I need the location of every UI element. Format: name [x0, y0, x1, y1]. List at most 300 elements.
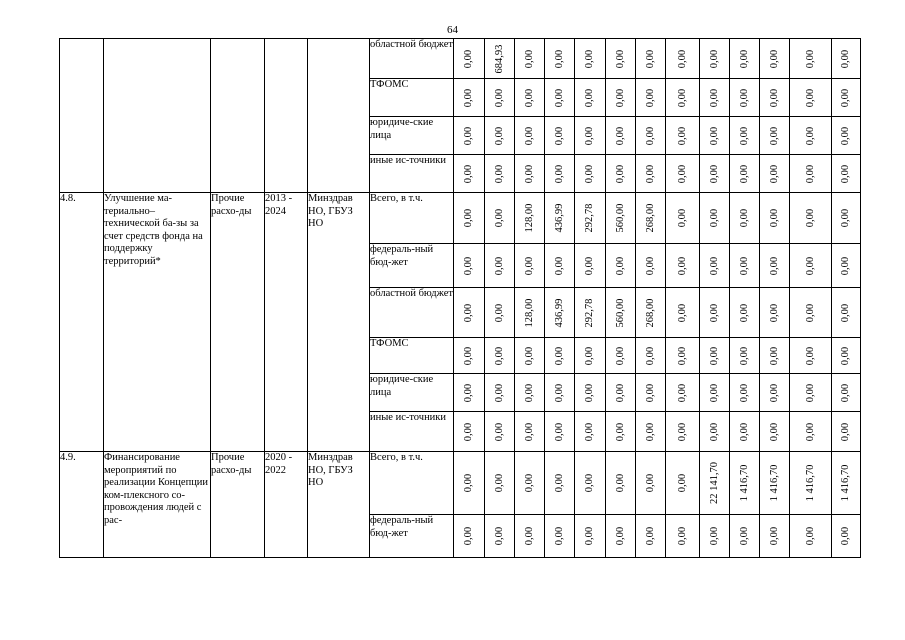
- amount-cell: [666, 412, 700, 452]
- amount-cell: [545, 412, 575, 452]
- amount-value: 0,00: [839, 422, 851, 441]
- amount-cell: [454, 79, 485, 117]
- amount-cell: [760, 338, 790, 374]
- amount-cell: [454, 39, 485, 79]
- item-name: [104, 39, 211, 193]
- amount-cell: [790, 515, 832, 558]
- amount-cell: [666, 515, 700, 558]
- amount-value: 0,00: [804, 303, 816, 322]
- amount-value: 0,00: [614, 126, 626, 145]
- item-number: 4.8.: [60, 193, 104, 452]
- amount-cell: [636, 515, 666, 558]
- amount-value: 0,00: [768, 383, 780, 402]
- amount-value: 0,00: [804, 164, 816, 183]
- amount-cell: [545, 374, 575, 412]
- amount-value: 0,00: [839, 383, 851, 402]
- amount-cell: [454, 117, 485, 155]
- amount-value: 0,00: [462, 383, 474, 402]
- amount-cell: [545, 288, 575, 338]
- amount-value: 0,00: [738, 383, 750, 402]
- amount-cell: [485, 412, 515, 452]
- amount-cell: [606, 412, 636, 452]
- amount-value: 0,00: [553, 346, 565, 365]
- item-years: 2013 - 2024: [265, 193, 308, 452]
- amount-value: 0,00: [644, 422, 656, 441]
- amount-value: 436,99: [553, 298, 565, 327]
- amount-value: 0,00: [583, 422, 595, 441]
- amount-cell: [760, 515, 790, 558]
- amount-value: 1 416,70: [768, 464, 780, 502]
- item-executor: Минздрав НО, ГБУЗ НО: [308, 193, 370, 452]
- amount-value: 0,00: [583, 164, 595, 183]
- amount-value: 0,00: [553, 164, 565, 183]
- amount-value: 0,00: [676, 473, 688, 493]
- amount-value: 0,00: [708, 256, 720, 275]
- amount-cell: [790, 117, 832, 155]
- amount-cell: [515, 515, 545, 558]
- amount-cell: [760, 193, 790, 244]
- amount-value: 0,00: [676, 126, 688, 145]
- amount-cell: [832, 412, 861, 452]
- amount-value: 0,00: [644, 383, 656, 402]
- amount-cell: [832, 452, 861, 515]
- amount-cell: [760, 374, 790, 412]
- amount-cell: [454, 338, 485, 374]
- amount-cell: [485, 288, 515, 338]
- amount-value: 0,00: [523, 473, 535, 493]
- amount-value: 0,00: [738, 49, 750, 68]
- amount-cell: [790, 79, 832, 117]
- amount-cell: [700, 117, 730, 155]
- amount-value: 0,00: [583, 346, 595, 365]
- amount-value: 0,00: [553, 526, 565, 546]
- amount-cell: [485, 244, 515, 288]
- amount-cell: [790, 244, 832, 288]
- amount-cell: [730, 193, 760, 244]
- amount-value: 0,00: [462, 164, 474, 183]
- amount-cell: [790, 374, 832, 412]
- amount-cell: [790, 155, 832, 193]
- amount-value: 0,00: [804, 346, 816, 365]
- amount-cell: [606, 39, 636, 79]
- amount-value: 0,00: [462, 126, 474, 145]
- amount-value: 0,00: [553, 126, 565, 145]
- amount-value: 0,00: [493, 256, 505, 275]
- expense-type: [211, 39, 265, 193]
- amount-value: 0,00: [644, 526, 656, 546]
- amount-cell: [700, 155, 730, 193]
- amount-cell: [700, 515, 730, 558]
- amount-value: 0,00: [676, 208, 688, 228]
- amount-value: 0,00: [493, 303, 505, 322]
- amount-cell: [454, 193, 485, 244]
- amount-cell: [730, 515, 760, 558]
- amount-value: 0,00: [644, 256, 656, 275]
- amount-value: 0,00: [676, 303, 688, 322]
- amount-value: 0,00: [462, 208, 474, 228]
- amount-cell: [515, 155, 545, 193]
- amount-value: 0,00: [523, 526, 535, 546]
- amount-cell: [832, 244, 861, 288]
- funding-source: федераль-ный бюд-жет: [370, 244, 454, 288]
- amount-cell: [666, 374, 700, 412]
- amount-value: 0,00: [523, 422, 535, 441]
- amount-value: 0,00: [462, 256, 474, 275]
- amount-value: 0,00: [708, 49, 720, 68]
- amount-cell: [832, 79, 861, 117]
- amount-cell: [636, 374, 666, 412]
- amount-cell: [730, 39, 760, 79]
- amount-cell: [545, 39, 575, 79]
- amount-cell: [606, 515, 636, 558]
- amount-cell: [545, 338, 575, 374]
- amount-value: 0,00: [839, 526, 851, 546]
- amount-cell: [575, 244, 606, 288]
- amount-cell: [485, 193, 515, 244]
- amount-cell: [515, 117, 545, 155]
- amount-value: 684,93: [493, 44, 505, 73]
- amount-value: 0,00: [768, 526, 780, 546]
- amount-value: 0,00: [738, 526, 750, 546]
- amount-cell: [575, 193, 606, 244]
- amount-cell: [636, 412, 666, 452]
- amount-value: 0,00: [614, 88, 626, 107]
- amount-value: 0,00: [768, 346, 780, 365]
- amount-value: 0,00: [738, 164, 750, 183]
- amount-cell: [700, 244, 730, 288]
- amount-cell: [730, 155, 760, 193]
- amount-cell: [545, 244, 575, 288]
- amount-cell: [666, 244, 700, 288]
- amount-value: 560,00: [614, 298, 626, 327]
- amount-value: 0,00: [708, 383, 720, 402]
- funding-source: федераль-ный бюд-жет: [370, 515, 454, 558]
- amount-value: 0,00: [553, 49, 565, 68]
- amount-cell: [575, 79, 606, 117]
- amount-cell: [485, 374, 515, 412]
- item-number: [60, 39, 104, 193]
- amount-value: 0,00: [614, 49, 626, 68]
- amount-cell: [700, 288, 730, 338]
- amount-value: 0,00: [839, 88, 851, 107]
- amount-cell: [666, 39, 700, 79]
- amount-cell: [636, 155, 666, 193]
- amount-cell: [636, 193, 666, 244]
- funding-source: Всего, в т.ч.: [370, 193, 454, 244]
- amount-value: 0,00: [839, 303, 851, 322]
- amount-cell: [515, 244, 545, 288]
- amount-cell: [515, 288, 545, 338]
- amount-value: 0,00: [553, 256, 565, 275]
- amount-cell: [545, 452, 575, 515]
- amount-cell: [485, 338, 515, 374]
- item-executor: [308, 39, 370, 193]
- amount-value: 0,00: [676, 383, 688, 402]
- amount-value: 0,00: [553, 383, 565, 402]
- table-row: [60, 452, 861, 515]
- amount-cell: [575, 155, 606, 193]
- amount-cell: [515, 193, 545, 244]
- amount-cell: [606, 244, 636, 288]
- amount-cell: [636, 338, 666, 374]
- amount-value: 0,00: [768, 126, 780, 145]
- amount-value: 0,00: [614, 346, 626, 365]
- amount-cell: [700, 374, 730, 412]
- amount-value: 0,00: [768, 88, 780, 107]
- amount-cell: [666, 338, 700, 374]
- amount-cell: [700, 79, 730, 117]
- amount-cell: [485, 39, 515, 79]
- amount-cell: [790, 338, 832, 374]
- funding-source: юридиче-ские лица: [370, 374, 454, 412]
- amount-cell: [790, 412, 832, 452]
- amount-value: 0,00: [493, 422, 505, 441]
- amount-cell: [730, 79, 760, 117]
- amount-cell: [636, 244, 666, 288]
- amount-value: 0,00: [583, 49, 595, 68]
- amount-value: 268,00: [644, 298, 656, 327]
- amount-value: 0,00: [738, 126, 750, 145]
- amount-cell: [730, 374, 760, 412]
- amount-cell: [790, 288, 832, 338]
- amount-value: 0,00: [493, 473, 505, 493]
- amount-value: 268,00: [644, 203, 656, 233]
- amount-value: 0,00: [804, 256, 816, 275]
- amount-value: 128,00: [523, 298, 535, 327]
- amount-value: 0,00: [523, 346, 535, 365]
- amount-value: 0,00: [768, 303, 780, 322]
- expense-type: Прочие расхо-ды: [211, 193, 265, 452]
- amount-cell: [730, 338, 760, 374]
- amount-value: 0,00: [708, 126, 720, 145]
- amount-value: 0,00: [583, 126, 595, 145]
- amount-value: 0,00: [523, 256, 535, 275]
- item-name: Финансирование мероприятий по реализации Концепции ком-плексного со-провождения людей с рас-: [104, 452, 211, 558]
- funding-source: иные ис-точники: [370, 155, 454, 193]
- amount-value: 0,00: [644, 164, 656, 183]
- amount-cell: [515, 39, 545, 79]
- amount-cell: [545, 117, 575, 155]
- amount-cell: [636, 79, 666, 117]
- amount-cell: [636, 452, 666, 515]
- amount-value: 128,00: [523, 203, 535, 233]
- amount-cell: [606, 452, 636, 515]
- amount-value: 0,00: [583, 256, 595, 275]
- amount-value: 1 416,70: [839, 464, 851, 502]
- amount-value: 0,00: [738, 422, 750, 441]
- item-number: 4.9.: [60, 452, 104, 558]
- amount-cell: [666, 117, 700, 155]
- funding-source: Всего, в т.ч.: [370, 452, 454, 515]
- amount-cell: [832, 515, 861, 558]
- amount-value: 0,00: [614, 422, 626, 441]
- amount-cell: [790, 193, 832, 244]
- amount-cell: [760, 39, 790, 79]
- amount-cell: [545, 515, 575, 558]
- amount-cell: [636, 288, 666, 338]
- amount-cell: [832, 288, 861, 338]
- amount-value: 0,00: [839, 346, 851, 365]
- amount-value: 0,00: [644, 473, 656, 493]
- amount-value: 0,00: [644, 49, 656, 68]
- amount-cell: [545, 155, 575, 193]
- amount-cell: [606, 193, 636, 244]
- amount-value: 0,00: [493, 526, 505, 546]
- amount-cell: [575, 452, 606, 515]
- amount-cell: [545, 193, 575, 244]
- amount-cell: [454, 374, 485, 412]
- amount-value: 0,00: [462, 473, 474, 493]
- amount-cell: [832, 117, 861, 155]
- amount-value: 0,00: [462, 346, 474, 365]
- amount-value: 1 416,70: [804, 464, 816, 502]
- amount-value: 0,00: [523, 383, 535, 402]
- funding-source: юридиче-ские лица: [370, 117, 454, 155]
- amount-cell: [575, 39, 606, 79]
- expense-type: Прочие расхо-ды: [211, 452, 265, 558]
- amount-value: 0,00: [462, 526, 474, 546]
- amount-value: 0,00: [738, 256, 750, 275]
- amount-cell: [832, 193, 861, 244]
- amount-value: 0,00: [804, 383, 816, 402]
- amount-cell: [832, 374, 861, 412]
- item-years: [265, 39, 308, 193]
- amount-value: 0,00: [676, 526, 688, 546]
- amount-cell: [515, 79, 545, 117]
- amount-cell: [700, 412, 730, 452]
- amount-cell: [730, 244, 760, 288]
- table-row: [60, 39, 861, 79]
- amount-cell: [666, 193, 700, 244]
- amount-cell: [575, 117, 606, 155]
- amount-value: 0,00: [804, 49, 816, 68]
- amount-value: 0,00: [804, 208, 816, 228]
- amount-value: 0,00: [644, 346, 656, 365]
- amount-cell: [666, 288, 700, 338]
- amount-value: 0,00: [614, 473, 626, 493]
- amount-value: 0,00: [768, 164, 780, 183]
- amount-value: 0,00: [614, 383, 626, 402]
- amount-value: 0,00: [493, 383, 505, 402]
- page-number: 64: [447, 24, 458, 36]
- funding-source: ТФОМС: [370, 338, 454, 374]
- amount-value: 1 416,70: [738, 464, 750, 502]
- amount-value: 0,00: [614, 164, 626, 183]
- amount-cell: [606, 374, 636, 412]
- amount-cell: [485, 452, 515, 515]
- amount-cell: [606, 79, 636, 117]
- amount-value: 0,00: [462, 422, 474, 441]
- amount-cell: [575, 412, 606, 452]
- amount-value: 0,00: [676, 256, 688, 275]
- amount-cell: [666, 452, 700, 515]
- amount-cell: [700, 452, 730, 515]
- amount-cell: [832, 338, 861, 374]
- amount-value: 0,00: [768, 49, 780, 68]
- amount-cell: [666, 155, 700, 193]
- amount-cell: [760, 117, 790, 155]
- amount-value: 0,00: [708, 346, 720, 365]
- amount-value: 0,00: [738, 346, 750, 365]
- amount-cell: [515, 412, 545, 452]
- amount-value: 0,00: [708, 303, 720, 322]
- amount-cell: [760, 288, 790, 338]
- amount-value: 0,00: [708, 526, 720, 546]
- amount-value: 0,00: [523, 49, 535, 68]
- amount-cell: [832, 39, 861, 79]
- amount-value: 0,00: [839, 208, 851, 228]
- amount-value: 0,00: [553, 422, 565, 441]
- amount-cell: [730, 288, 760, 338]
- amount-cell: [730, 412, 760, 452]
- amount-value: 0,00: [768, 256, 780, 275]
- amount-cell: [575, 338, 606, 374]
- amount-value: 0,00: [676, 164, 688, 183]
- amount-value: 0,00: [804, 126, 816, 145]
- amount-value: 0,00: [614, 256, 626, 275]
- amount-value: 0,00: [804, 526, 816, 546]
- amount-cell: [636, 117, 666, 155]
- amount-value: 292,78: [583, 203, 595, 233]
- funding-source: областной бюджет: [370, 39, 454, 79]
- amount-value: 0,00: [553, 88, 565, 107]
- item-name: Улучшение ма-териально–технической ба-зы за счет средств фонда на поддержку территорий*: [104, 193, 211, 452]
- amount-value: 0,00: [583, 526, 595, 546]
- amount-cell: [545, 79, 575, 117]
- amount-value: 0,00: [462, 49, 474, 68]
- amount-value: 0,00: [583, 383, 595, 402]
- amount-value: 0,00: [523, 88, 535, 107]
- amount-cell: [666, 79, 700, 117]
- amount-value: 0,00: [676, 346, 688, 365]
- amount-cell: [606, 155, 636, 193]
- amount-value: 0,00: [583, 473, 595, 493]
- amount-value: 0,00: [676, 422, 688, 441]
- amount-value: 0,00: [839, 256, 851, 275]
- amount-value: 0,00: [493, 164, 505, 183]
- amount-value: 0,00: [462, 88, 474, 107]
- amount-cell: [760, 412, 790, 452]
- amount-value: 0,00: [644, 126, 656, 145]
- amount-value: 0,00: [644, 88, 656, 107]
- amount-cell: [700, 39, 730, 79]
- amount-value: 0,00: [839, 126, 851, 145]
- amount-cell: [730, 452, 760, 515]
- amount-value: 0,00: [493, 208, 505, 228]
- amount-cell: [636, 39, 666, 79]
- amount-value: 0,00: [708, 422, 720, 441]
- amount-value: 0,00: [708, 164, 720, 183]
- amount-value: 0,00: [493, 126, 505, 145]
- amount-value: 0,00: [738, 208, 750, 228]
- amount-value: 0,00: [583, 88, 595, 107]
- amount-cell: [832, 155, 861, 193]
- budget-table: [59, 38, 861, 558]
- amount-cell: [454, 515, 485, 558]
- amount-cell: [790, 452, 832, 515]
- amount-cell: [700, 193, 730, 244]
- amount-value: 560,00: [614, 203, 626, 233]
- amount-value: 0,00: [523, 126, 535, 145]
- amount-value: 0,00: [676, 49, 688, 68]
- funding-source: ТФОМС: [370, 79, 454, 117]
- amount-cell: [485, 515, 515, 558]
- amount-cell: [575, 515, 606, 558]
- amount-cell: [606, 288, 636, 338]
- amount-cell: [575, 374, 606, 412]
- item-executor: Минздрав НО, ГБУЗ НО: [308, 452, 370, 558]
- amount-cell: [606, 338, 636, 374]
